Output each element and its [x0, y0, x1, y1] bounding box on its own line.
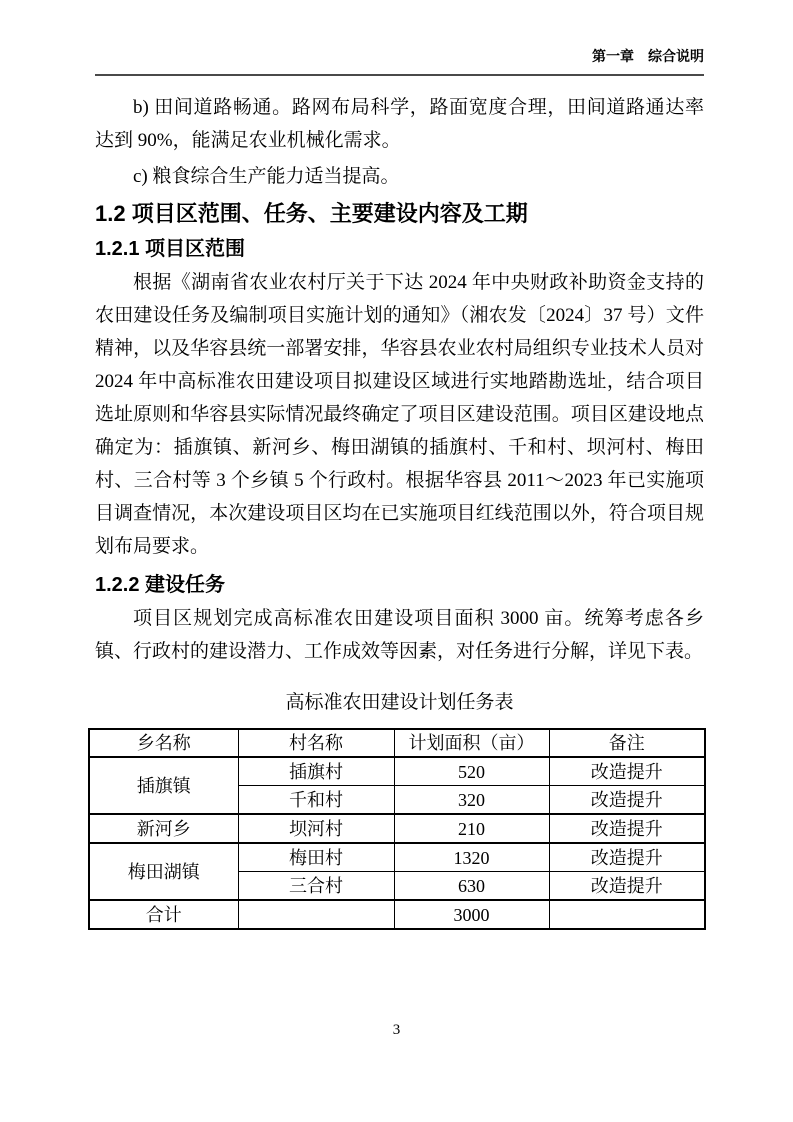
running-header	[95, 46, 704, 76]
table-row	[89, 843, 705, 872]
cell-village: 坝河村	[238, 814, 394, 843]
col-header-town: 乡名称	[89, 729, 238, 757]
cell-village: 千和村	[238, 786, 394, 815]
cell-area: 1320	[394, 843, 549, 872]
cell-area: 320	[394, 786, 549, 815]
heading-1-2-1: 1.2.1 项目区范围	[95, 238, 246, 260]
cell-village: 三合村	[238, 872, 394, 901]
table-row-total	[89, 900, 705, 929]
col-header-note: 备注	[549, 729, 705, 757]
heading-1-2-2: 1.2.2 建设任务	[95, 574, 226, 596]
cell-village	[238, 900, 394, 929]
cell-town: 新河乡	[89, 814, 238, 843]
list-item-b: b) 田间道路畅通。路网布局科学，路面宽度合理，田间道路通达率达到 90%，能满足农业机械化需求。	[95, 97, 704, 151]
table-row	[89, 757, 705, 786]
cell-note: 改造提升	[549, 757, 705, 786]
header-chapter: 第一章	[592, 48, 634, 64]
cell-area: 630	[394, 872, 549, 901]
cell-village: 梅田村	[238, 843, 394, 872]
cell-village: 插旗村	[238, 757, 394, 786]
paragraph-project-scope: 根据《湖南省农业农村厅关于下达 2024 年中央财政补助资金支持的农田建设任务及编制项目实施计划的通知》（湘农发〔2024〕37 号）文件精神，以及华容县统一部署安排，华容县农业农村局组织专业技术人员对 2024 年中高标准农田建设项目拟建设区域进行实地踏勘选址，结合项目选址原则和华容县实际情况最终确定了项目区建设范围。项目区建设地点确定为：插旗镇、新河乡、梅田湖镇的插旗村、千和村、坝河村、梅田村、三合村等 3 个乡镇 5 个行政村。根据华容县 2011～2023 年已实施项目调查情况，本次建设项目区均在已实施项目红线范围以外，符合项目规划布局要求。	[95, 272, 704, 557]
paragraph-construction-task: 项目区规划完成高标准农田建设项目面积 3000 亩。统筹考虑各乡镇、行政村的建设潜力、工作成效等因素，对任务进行分解，详见下表。	[95, 608, 704, 662]
page-number: 3	[392, 1022, 401, 1038]
cell-note: 改造提升	[549, 872, 705, 901]
cell-note: 改造提升	[549, 786, 705, 815]
cell-town: 梅田湖镇	[89, 843, 238, 900]
heading-1-2: 1.2 项目区范围、任务、主要建设内容及工期	[95, 201, 528, 226]
task-table	[88, 728, 706, 930]
cell-town: 插旗镇	[89, 757, 238, 814]
col-header-area: 计划面积（亩）	[394, 729, 549, 757]
table-header-row	[89, 729, 705, 757]
cell-note	[549, 900, 705, 929]
col-header-village: 村名称	[238, 729, 394, 757]
cell-area: 210	[394, 814, 549, 843]
table-row	[89, 814, 705, 843]
page-content	[95, 46, 704, 930]
cell-area: 520	[394, 757, 549, 786]
header-section: 综合说明	[648, 48, 704, 64]
table-title: 高标准农田建设计划任务表	[285, 692, 514, 713]
cell-note: 改造提升	[549, 843, 705, 872]
list-item-c: c) 粮食综合生产能力适当提高。	[133, 166, 400, 187]
cell-total-area: 3000	[394, 900, 549, 929]
cell-note: 改造提升	[549, 814, 705, 843]
cell-total-label: 合计	[89, 900, 238, 929]
